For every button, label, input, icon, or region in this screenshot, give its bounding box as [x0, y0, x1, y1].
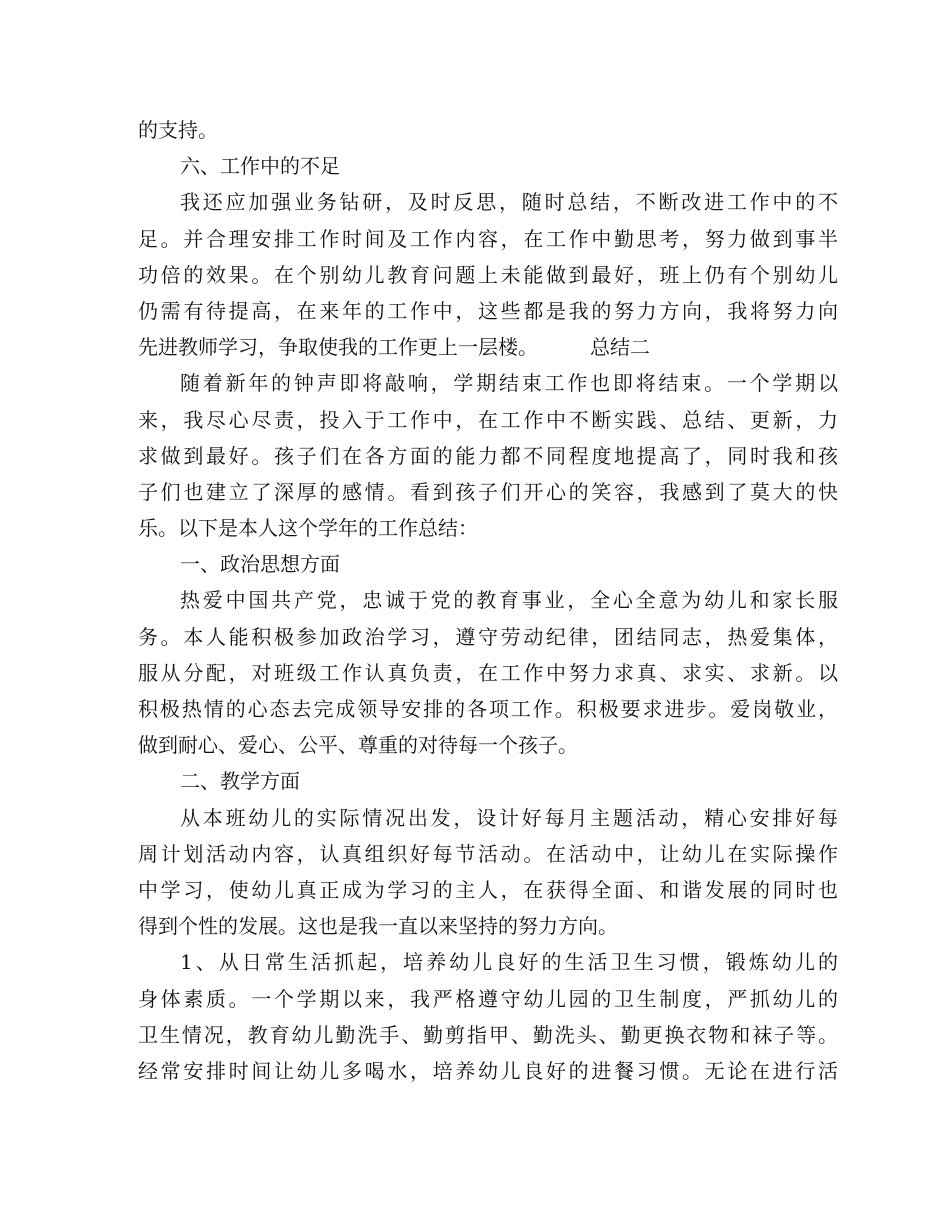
- paragraph-line: 足。并合理安排工作时间及工作内容，在工作中勤思考，努力做到事半: [138, 226, 838, 251]
- paragraph-line: 乐。以下是本人这个学年的工作总结：: [138, 516, 478, 541]
- paragraph-line: 仍需有待提高，在来年的工作中，这些都是我的努力方向，我将努力向: [138, 298, 838, 323]
- section-heading: 二、教学方面: [180, 769, 300, 794]
- text-line: 的支持。: [138, 118, 218, 142]
- paragraph-line: 卫生情况，教育幼儿勤洗手、勤剪指甲、勤洗头、勤更换衣物和袜子等。: [138, 1022, 838, 1047]
- paragraph-line: 热爱中国共产党，忠诚于党的教育事业，全心全意为幼儿和家长服: [180, 588, 838, 613]
- paragraph-line: 1、从日常生活抓起，培养幼儿良好的生活卫生习惯，锻炼幼儿的: [180, 950, 838, 975]
- section-heading: 六、工作中的不足: [180, 154, 340, 179]
- paragraph-line: 来，我尽心尽责，投入于工作中，在工作中不断实践、总结、更新，力: [138, 407, 838, 432]
- paragraph-line: 周计划活动内容，认真组织好每节活动。在活动中，让幼儿在实际操作: [138, 841, 838, 866]
- section-heading: 一、政治思想方面: [180, 552, 340, 577]
- paragraph-text: 先进教师学习，争取使我的工作更上一层楼。: [138, 335, 538, 360]
- paragraph-line: 身体素质。一个学期以来，我严格遵守幼儿园的卫生制度，严抓幼儿的: [138, 986, 838, 1011]
- paragraph-line: 功倍的效果。在个别幼儿教育问题上未能做到最好，班上仍有个别幼儿: [138, 262, 838, 287]
- document-body: [138, 112, 838, 1089]
- paragraph-line: 服从分配，对班级工作认真负责，在工作中努力求真、求实、求新。以: [138, 660, 838, 685]
- summary-heading: 总结二: [590, 335, 650, 360]
- paragraph-line: 中学习，使幼儿真正成为学习的主人，在获得全面、和谐发展的同时也: [138, 877, 838, 902]
- paragraph-line: 求做到最好。孩子们在各方面的能力都不同程度地提高了，同时我和孩: [138, 443, 838, 468]
- paragraph-line: [138, 329, 838, 365]
- paragraph-line: 子们也建立了深厚的感情。看到孩子们开心的笑容，我感到了莫大的快: [138, 479, 838, 504]
- paragraph-line: 随着新年的钟声即将敲响，学期结束工作也即将结束。一个学期以: [180, 371, 838, 396]
- paragraph-line: 我还应加强业务钻研，及时反思，随时总结，不断改进工作中的不: [180, 190, 838, 215]
- paragraph-line: 积极热情的心态去完成领导安排的各项工作。积极要求进步。爱岗敬业，: [138, 697, 838, 721]
- paragraph-line: 得到个性的发展。这也是我一直以来坚持的努力方向。: [138, 914, 618, 939]
- paragraph-line: 务。本人能积极参加政治学习，遵守劳动纪律，团结同志，热爱集体，: [138, 624, 838, 649]
- paragraph-line: 从本班幼儿的实际情况出发，设计好每月主题活动，精心安排好每: [180, 805, 838, 830]
- paragraph-line: 经常安排时间让幼儿多喝水，培养幼儿良好的进餐习惯。无论在进行活: [138, 1058, 838, 1083]
- paragraph-line: 做到耐心、爱心、公平、尊重的对待每一个孩子。: [138, 733, 578, 758]
